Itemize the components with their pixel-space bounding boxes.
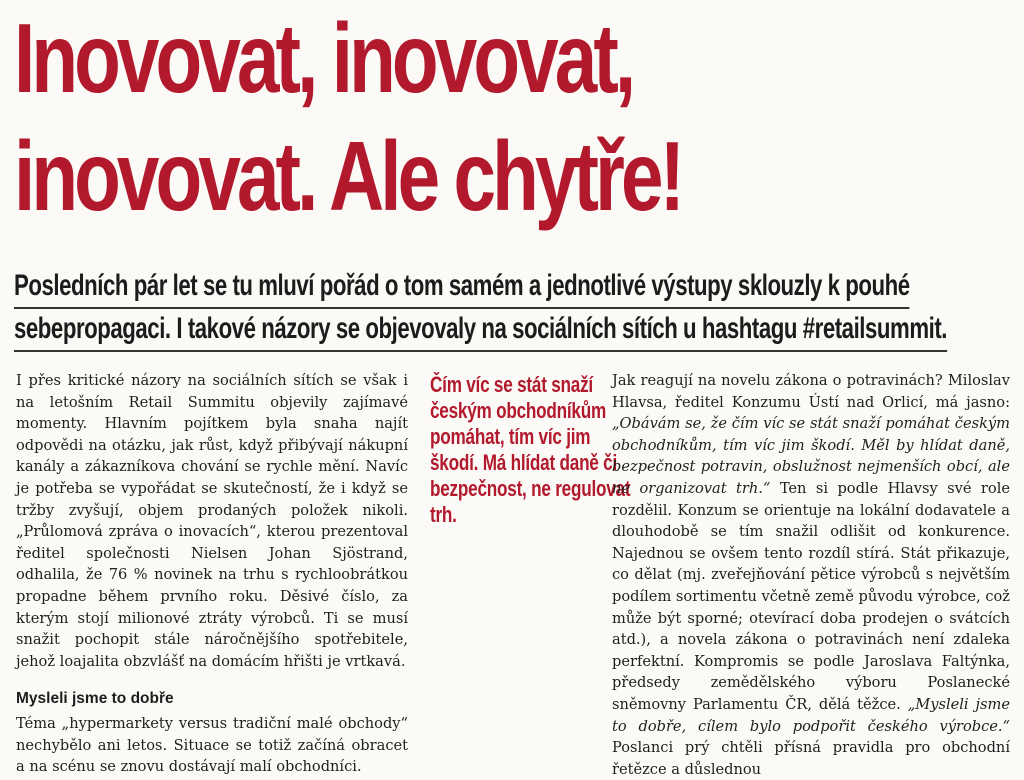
text-segment-c: Poslanci prý chtěli přísná pravidla pro obchodní řetězce a důslednou: [612, 739, 1010, 778]
article-headline: [14, 2, 794, 238]
body-paragraph-1: I přes kritické názory na sociálních sítích se však i na letošním Retail Summitu objevily zajímavé momenty. Hlavním pojítkem byla snaha najít odpovědi na otázku, jak růst, když přibývají nákupní kanály a zákazníkova chování se rychle mění. Navíc je potřeba se vypořádat se skutečností, že i když se tržby zvyšují, objem prodaných položek nikoli. „Průlomová zpráva o inovacích“, kterou prezentoval ředitel společnosti Nielsen Johan Sjöstrand, odhalila, že 76 % novinek na trhu s rychloobrátkou propadne během prvního roku. Děsivé číslo, za kterým stojí milionové ztráty výrobců. Ti se musí snažit pochopit stále náročnějšího spotřebitele, jehož loajalita obzvlášť na domácím hřišti je vrtkavá.: [16, 372, 408, 670]
headline-line-2: inovovat. Ale chytře!: [14, 121, 682, 231]
text-segment-a: Jak reagují na novelu zákona o potravinách? Miloslav Hlavsa, ředitel Konzumu Ústí nad Orlicí, má jasno:: [612, 372, 1010, 411]
column-left: [16, 370, 408, 778]
lead-line-2: sebepropagaci. I takové názory se objevovaly na sociálních sítích u hashtagu #retailsummit.: [14, 309, 947, 352]
section-subhead: Mysleli jsme to dobře: [16, 690, 174, 708]
lead-line-1: Posledních pár let se tu mluví pořád o tom samém a jednotlivé výstupy sklouzly k pouhé: [14, 266, 910, 309]
body-paragraph-3: [612, 370, 1010, 780]
quote-faltynek: „Mysleli jsme to dobře, cílem bylo podpořit českého výrobce.“: [612, 695, 1010, 735]
quote-hlavsa: „Obávám se, že čím víc se stát snaží pomáhat českým obchodníkům, tím víc jim škodí. Měl by hlídat daně, bezpečnost potravin, obslužnost nejmenších obcí, ale ne organizovat trh.“: [612, 415, 1010, 497]
pull-quote: Čím víc se stát snaží českým obchodníkům pomáhat, tím víc jim škodí. Má hlídat daně či bezpečnost, ne regulovat trh.: [430, 372, 631, 527]
headline-line-1: Inovovat, inovovat,: [14, 3, 633, 113]
column-right: [612, 370, 1010, 780]
body-paragraph-2: Téma „hypermarkety versus tradiční malé obchody“ nechybělo ani letos. Situace se totiž začíná obracet a na scénu se znovu dostávají malí obchodníci.: [16, 714, 408, 776]
article-lead: [14, 266, 948, 352]
text-segment-b: Ten si podle Hlavsy své role rozdělil. Konzum se orientuje na lokální dodavatele a dlouhodobě se tím snažil odlišit od konkurence. Najednou se ovšem tento rozdíl stírá. Stát přikazuje, co dělat (mj. zveřejňování pětice výrobců s největším podílem sortimentu včetně země původu výrobce, což může být sporné; otevírací doba prodejen o svátcích atd.), a novela zákona o potravinách není zdaleka perfektní. Kompromis se podle Jaroslava Faltýnka, předsedy zemědělského výboru Poslanecké sněmovny Parlamentu ČR, dělá těžce.: [612, 479, 1011, 713]
